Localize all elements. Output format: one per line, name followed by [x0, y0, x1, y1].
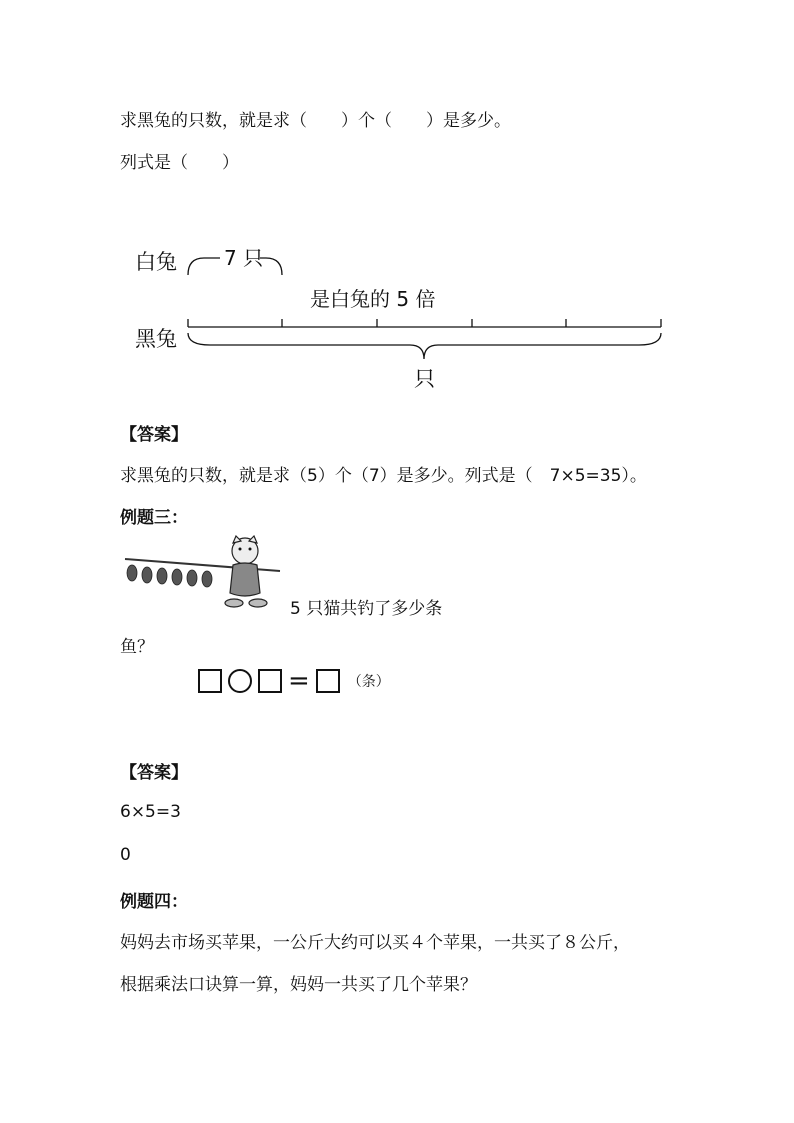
question-line-1: 求黑兔的只数，就是求（ ）个（ ）是多少。: [120, 111, 511, 131]
answer-heading-1: 【答案】: [120, 425, 188, 445]
example-3-heading: 例题三：: [120, 508, 188, 528]
segment-line: [188, 319, 661, 327]
equals-sign: =: [288, 666, 310, 696]
equation-boxes: [198, 668, 390, 694]
blank-square-3: [316, 669, 340, 693]
question-line-2: 列式是（ ）: [120, 153, 239, 173]
black-rabbit-label: 黑兔: [135, 327, 177, 351]
answer-heading-2: 【答案】: [120, 763, 188, 783]
example-4-line-1: 妈妈去市场买苹果，一公斤大约可以买４个苹果，一共买了８公斤，: [120, 933, 630, 953]
answer-text-1: 求黑兔的只数，就是求（5）个（7）是多少。列式是（ 7×5=35）。: [120, 466, 647, 486]
seven-label: 7 只: [224, 246, 264, 270]
cat-fishing-illustration: [120, 535, 285, 610]
blank-circle: [228, 669, 252, 693]
example-4-line-2: 根据乘法口诀算一算，妈妈一共买了几个苹果？: [120, 975, 477, 995]
example-3-text-b: 鱼？: [120, 637, 154, 657]
total-brace: [188, 333, 661, 359]
unit-tiao: （条）: [347, 674, 390, 690]
answer-text-2a: 6×5=3: [120, 802, 181, 822]
example-4-heading: 例题四：: [120, 892, 188, 912]
answer-text-2b: 0: [120, 845, 131, 865]
blank-square-2: [258, 669, 282, 693]
white-rabbit-label: 白兔: [135, 250, 177, 274]
example-3-text-a: 5 只猫共钓了多少条: [290, 599, 443, 619]
rabbit-diagram: [120, 225, 680, 400]
blank-square-1: [198, 669, 222, 693]
unit-label: 只: [414, 367, 435, 391]
times-label: 是白兔的 5 倍: [310, 287, 436, 311]
